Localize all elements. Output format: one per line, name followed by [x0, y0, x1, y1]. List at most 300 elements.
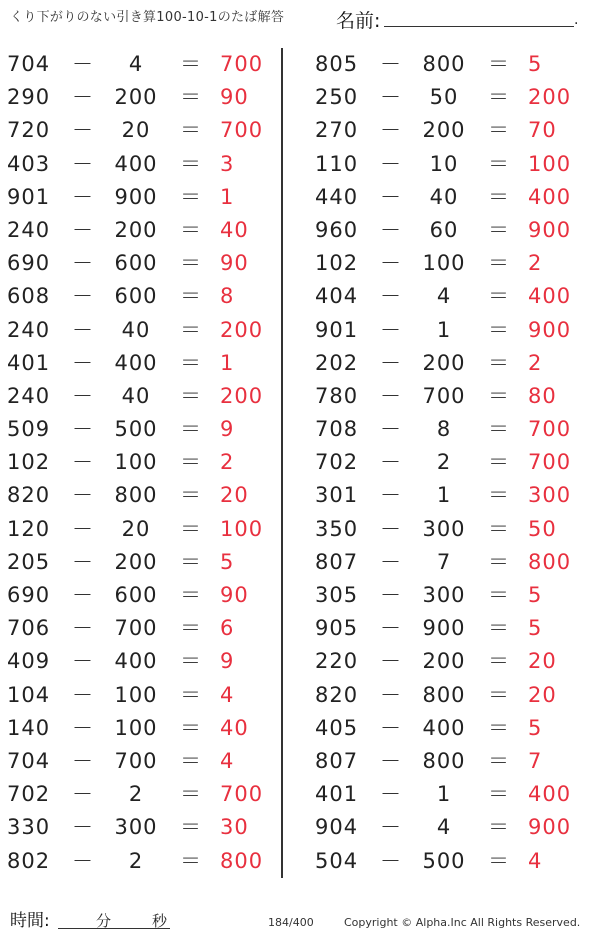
- equals-sign: ＝: [180, 848, 202, 873]
- answer: 4: [528, 848, 543, 873]
- problem-row: [0, 380, 280, 413]
- minus-sign: －: [380, 184, 402, 209]
- answer: 1: [220, 184, 235, 209]
- answer: 800: [220, 848, 264, 873]
- answer: 400: [528, 284, 572, 309]
- minuend: 140: [7, 715, 51, 740]
- name-label: 名前:: [336, 10, 381, 32]
- minuend: 904: [315, 815, 359, 840]
- answer: 50: [528, 516, 557, 541]
- minus-sign: －: [72, 52, 94, 76]
- subtrahend: 40: [121, 317, 151, 342]
- subtrahend: 1: [436, 317, 452, 342]
- minus-sign: －: [380, 516, 402, 541]
- subtrahend: 600: [114, 583, 158, 607]
- column-divider: [281, 48, 283, 878]
- subtrahend: 200: [114, 549, 158, 574]
- minus-sign: －: [72, 848, 94, 873]
- answer: 900: [528, 217, 572, 242]
- subtrahend: 800: [114, 483, 158, 508]
- minuend: 301: [315, 483, 359, 508]
- answer: 4: [220, 682, 235, 707]
- minus-sign: －: [72, 383, 94, 408]
- minuend: 690: [7, 583, 51, 607]
- equals-sign: ＝: [180, 815, 202, 840]
- problem-row: [0, 181, 280, 214]
- minus-sign: －: [72, 748, 94, 773]
- equals-sign: ＝: [488, 118, 510, 143]
- equals-sign: ＝: [180, 649, 202, 674]
- equals-sign: ＝: [180, 450, 202, 475]
- minus-sign: －: [380, 616, 402, 641]
- answer: 5: [528, 52, 543, 76]
- minuend: 504: [315, 848, 359, 873]
- subtrahend: 100: [114, 682, 158, 707]
- equals-sign: ＝: [488, 649, 510, 674]
- equals-sign: ＝: [488, 815, 510, 840]
- subtrahend: 400: [114, 151, 158, 176]
- subtrahend: 200: [422, 350, 466, 375]
- minuend: 120: [7, 516, 51, 541]
- equals-sign: ＝: [180, 52, 202, 76]
- minuend: 102: [315, 251, 359, 276]
- answer: 900: [528, 815, 572, 840]
- equals-sign: ＝: [488, 417, 510, 442]
- problem-row: [308, 579, 588, 612]
- answer: 20: [528, 682, 557, 707]
- answer: 700: [528, 450, 572, 475]
- answer: 900: [528, 317, 572, 342]
- answer: 6: [220, 616, 235, 641]
- answer: 20: [220, 483, 249, 508]
- answer: 700: [528, 417, 572, 442]
- minuend: 702: [315, 450, 359, 475]
- minus-sign: －: [380, 715, 402, 740]
- equals-sign: ＝: [488, 151, 510, 176]
- subtrahend: 4: [436, 815, 452, 840]
- equals-sign: ＝: [488, 217, 510, 242]
- problem-row: [0, 845, 280, 878]
- minuend: 509: [7, 417, 51, 442]
- minus-sign: －: [380, 284, 402, 309]
- subtrahend: 300: [422, 516, 466, 541]
- problem-row: [308, 114, 588, 147]
- problem-row: [308, 247, 588, 280]
- subtrahend: 700: [114, 748, 158, 773]
- answer: 700: [220, 52, 264, 76]
- answer: 300: [528, 483, 572, 508]
- subtrahend: 300: [422, 583, 466, 607]
- minuend: 702: [7, 782, 51, 807]
- equals-sign: ＝: [180, 251, 202, 276]
- minus-sign: －: [72, 85, 94, 110]
- minuend: 805: [315, 52, 359, 76]
- minus-sign: －: [72, 549, 94, 574]
- subtrahend: 300: [114, 815, 158, 840]
- equals-sign: ＝: [488, 251, 510, 276]
- problem-row: [0, 513, 280, 546]
- answer: 70: [528, 118, 557, 143]
- answer: 2: [220, 450, 235, 475]
- answer: 9: [220, 417, 235, 442]
- copyright-text: Copyright © Alpha.Inc All Rights Reserved.: [344, 916, 581, 929]
- minus-sign: －: [72, 682, 94, 707]
- equals-sign: ＝: [180, 151, 202, 176]
- answer: 400: [528, 782, 572, 807]
- problem-row: [308, 546, 588, 579]
- answer: 5: [528, 616, 543, 641]
- answer: 30: [220, 815, 249, 840]
- problem-row: [308, 745, 588, 778]
- subtrahend: 900: [114, 184, 158, 209]
- minuend: 250: [315, 85, 359, 110]
- equals-sign: ＝: [488, 583, 510, 607]
- minus-sign: －: [72, 184, 94, 209]
- equals-sign: ＝: [488, 848, 510, 873]
- problem-row: [308, 181, 588, 214]
- equals-sign: ＝: [180, 118, 202, 143]
- equals-sign: ＝: [180, 383, 202, 408]
- minus-sign: －: [72, 583, 94, 607]
- subtrahend: 200: [422, 649, 466, 674]
- minuend: 780: [315, 383, 359, 408]
- subtrahend: 8: [436, 417, 452, 442]
- minuend: 405: [315, 715, 359, 740]
- subtrahend: 800: [422, 748, 466, 773]
- seconds-unit: 秒: [152, 912, 168, 930]
- answer: 100: [220, 516, 264, 541]
- subtrahend: 4: [436, 284, 452, 309]
- minuend: 104: [7, 682, 51, 707]
- problem-row: [0, 446, 280, 479]
- problem-row: [0, 579, 280, 612]
- answer: 9: [220, 649, 235, 674]
- problem-row: [0, 148, 280, 181]
- problem-row: [308, 214, 588, 247]
- equals-sign: ＝: [180, 85, 202, 110]
- minus-sign: －: [72, 151, 94, 176]
- equals-sign: ＝: [488, 682, 510, 707]
- minuend: 202: [315, 350, 359, 375]
- minus-sign: －: [380, 583, 402, 607]
- problem-row: [0, 811, 280, 844]
- minus-sign: －: [380, 85, 402, 110]
- minus-sign: －: [380, 417, 402, 442]
- answer: 400: [528, 184, 572, 209]
- problem-row: [0, 612, 280, 645]
- subtrahend: 400: [114, 350, 158, 375]
- minus-sign: －: [72, 217, 94, 242]
- problem-row: [308, 645, 588, 678]
- minus-sign: －: [72, 616, 94, 641]
- problem-row: [0, 413, 280, 446]
- equals-sign: ＝: [488, 748, 510, 773]
- answer: 8: [220, 284, 235, 309]
- problem-row: [308, 679, 588, 712]
- minuend: 720: [7, 118, 51, 143]
- minus-sign: －: [72, 417, 94, 442]
- answer: 7: [528, 748, 543, 773]
- equals-sign: ＝: [488, 52, 510, 76]
- worksheet-title: くり下がりのない引き算100-10-1のたば解答: [10, 10, 285, 25]
- page-number: 184/400: [268, 916, 314, 929]
- answer: 700: [220, 782, 264, 807]
- minus-sign: －: [380, 748, 402, 773]
- minus-sign: －: [380, 848, 402, 873]
- minus-sign: －: [380, 350, 402, 375]
- minus-sign: －: [380, 118, 402, 143]
- equals-sign: ＝: [180, 284, 202, 309]
- problem-row: [308, 314, 588, 347]
- minus-sign: －: [380, 217, 402, 242]
- minus-sign: －: [72, 782, 94, 807]
- equals-sign: ＝: [180, 317, 202, 342]
- problem-row: [308, 280, 588, 313]
- minuend: 403: [7, 151, 51, 176]
- equals-sign: ＝: [488, 383, 510, 408]
- minus-sign: －: [72, 516, 94, 541]
- minuend: 901: [315, 317, 359, 342]
- subtrahend: 600: [114, 284, 158, 309]
- equals-sign: ＝: [180, 516, 202, 541]
- subtrahend: 100: [114, 450, 158, 475]
- problem-row: [0, 214, 280, 247]
- equals-sign: ＝: [488, 450, 510, 475]
- subtrahend: 7: [436, 549, 452, 574]
- problem-row: [0, 314, 280, 347]
- minuend: 270: [315, 118, 359, 143]
- minuend: 240: [7, 217, 51, 242]
- subtrahend: 2: [436, 450, 452, 475]
- problem-row: [0, 81, 280, 114]
- problem-row: [308, 446, 588, 479]
- equals-sign: ＝: [180, 715, 202, 740]
- problem-row: [308, 48, 588, 81]
- problem-row: [0, 479, 280, 512]
- minus-sign: －: [380, 151, 402, 176]
- minus-sign: －: [72, 815, 94, 840]
- time-label: 時間:: [10, 911, 50, 931]
- problem-row: [0, 280, 280, 313]
- subtrahend: 700: [422, 383, 466, 408]
- problem-row: [308, 712, 588, 745]
- minuend: 110: [315, 151, 359, 176]
- equals-sign: ＝: [180, 616, 202, 641]
- problem-row: [308, 479, 588, 512]
- equals-sign: ＝: [180, 682, 202, 707]
- subtrahend: 800: [422, 682, 466, 707]
- right-problem-column: [308, 48, 588, 878]
- subtrahend: 10: [429, 151, 459, 176]
- minuend: 305: [315, 583, 359, 607]
- minuend: 330: [7, 815, 51, 840]
- answer: 3: [220, 151, 235, 176]
- problem-row: [308, 81, 588, 114]
- minus-sign: －: [72, 715, 94, 740]
- subtrahend: 400: [114, 649, 158, 674]
- answer: 4: [220, 748, 235, 773]
- equals-sign: ＝: [488, 317, 510, 342]
- minuend: 905: [315, 616, 359, 641]
- answer: 200: [220, 383, 264, 408]
- equals-sign: ＝: [488, 715, 510, 740]
- subtrahend: 500: [422, 848, 466, 873]
- minuend: 708: [315, 417, 359, 442]
- minuend: 440: [315, 184, 359, 209]
- equals-sign: ＝: [180, 583, 202, 607]
- minus-sign: －: [72, 118, 94, 143]
- minuend: 706: [7, 616, 51, 641]
- answer: 90: [220, 251, 249, 276]
- minuend: 401: [315, 782, 359, 807]
- problem-row: [0, 712, 280, 745]
- minus-sign: －: [380, 450, 402, 475]
- minus-sign: －: [380, 317, 402, 342]
- equals-sign: ＝: [180, 549, 202, 574]
- answer: 200: [220, 317, 264, 342]
- equals-sign: ＝: [488, 85, 510, 110]
- subtrahend: 200: [422, 118, 466, 143]
- answer: 20: [528, 649, 557, 674]
- minuend: 807: [315, 748, 359, 773]
- subtrahend: 500: [114, 417, 158, 442]
- problem-row: [308, 148, 588, 181]
- minus-sign: －: [72, 317, 94, 342]
- answer: 2: [528, 251, 543, 276]
- minuend: 220: [315, 649, 359, 674]
- minuend: 807: [315, 549, 359, 574]
- name-dot: .: [574, 12, 579, 28]
- subtrahend: 200: [114, 217, 158, 242]
- problem-row: [308, 612, 588, 645]
- problem-row: [308, 413, 588, 446]
- equals-sign: ＝: [488, 516, 510, 541]
- problem-row: [0, 347, 280, 380]
- subtrahend: 40: [121, 383, 151, 408]
- minuend: 102: [7, 450, 51, 475]
- equals-sign: ＝: [180, 184, 202, 209]
- subtrahend: 100: [422, 251, 466, 276]
- problem-row: [0, 114, 280, 147]
- problem-row: [0, 778, 280, 811]
- minuend: 290: [7, 85, 51, 110]
- minus-sign: －: [380, 383, 402, 408]
- problem-row: [308, 778, 588, 811]
- problem-row: [0, 745, 280, 778]
- minuend: 704: [7, 52, 51, 76]
- equals-sign: ＝: [180, 748, 202, 773]
- answer: 40: [220, 217, 249, 242]
- problem-row: [0, 48, 280, 81]
- answer: 5: [220, 549, 235, 574]
- minuend: 690: [7, 251, 51, 276]
- answer: 5: [528, 715, 543, 740]
- answer: 100: [528, 151, 572, 176]
- equals-sign: ＝: [488, 549, 510, 574]
- subtrahend: 4: [128, 52, 144, 76]
- equals-sign: ＝: [488, 782, 510, 807]
- left-problem-column: [0, 48, 280, 878]
- minuend: 820: [315, 682, 359, 707]
- equals-sign: ＝: [180, 483, 202, 508]
- minus-sign: －: [380, 649, 402, 674]
- answer: 700: [220, 118, 264, 143]
- minuend: 409: [7, 649, 51, 674]
- minus-sign: －: [72, 483, 94, 508]
- subtrahend: 20: [121, 118, 151, 143]
- minuend: 608: [7, 284, 51, 309]
- subtrahend: 800: [422, 52, 466, 76]
- problem-row: [308, 347, 588, 380]
- answer: 5: [528, 583, 543, 607]
- subtrahend: 2: [128, 782, 144, 807]
- minuend: 205: [7, 549, 51, 574]
- answer: 200: [528, 85, 572, 110]
- subtrahend: 400: [422, 715, 466, 740]
- problem-row: [0, 679, 280, 712]
- minus-sign: －: [72, 450, 94, 475]
- subtrahend: 600: [114, 251, 158, 276]
- minus-sign: －: [380, 815, 402, 840]
- answer: 1: [220, 350, 235, 375]
- minus-sign: －: [72, 251, 94, 276]
- subtrahend: 700: [114, 616, 158, 641]
- minuend: 901: [7, 184, 51, 209]
- minus-sign: －: [72, 284, 94, 309]
- subtrahend: 1: [436, 782, 452, 807]
- minutes-unit: 分: [96, 912, 112, 930]
- answer: 800: [528, 549, 572, 574]
- subtrahend: 100: [114, 715, 158, 740]
- subtrahend: 50: [429, 85, 459, 110]
- minus-sign: －: [380, 782, 402, 807]
- equals-sign: ＝: [180, 217, 202, 242]
- name-underline: [384, 26, 574, 27]
- subtrahend: 200: [114, 85, 158, 110]
- minuend: 802: [7, 848, 51, 873]
- minus-sign: －: [380, 549, 402, 574]
- minuend: 240: [7, 383, 51, 408]
- problem-row: [0, 546, 280, 579]
- equals-sign: ＝: [488, 616, 510, 641]
- answer: 90: [220, 583, 249, 607]
- equals-sign: ＝: [488, 284, 510, 309]
- problem-row: [308, 380, 588, 413]
- equals-sign: ＝: [488, 350, 510, 375]
- equals-sign: ＝: [180, 417, 202, 442]
- minuend: 704: [7, 748, 51, 773]
- minuend: 350: [315, 516, 359, 541]
- subtrahend: 2: [128, 848, 144, 873]
- subtrahend: 40: [429, 184, 459, 209]
- problem-row: [0, 247, 280, 280]
- minus-sign: －: [380, 682, 402, 707]
- equals-sign: ＝: [180, 350, 202, 375]
- minus-sign: －: [380, 483, 402, 508]
- minuend: 960: [315, 217, 359, 242]
- problem-row: [308, 845, 588, 878]
- minus-sign: －: [72, 350, 94, 375]
- problem-row: [0, 645, 280, 678]
- equals-sign: ＝: [488, 483, 510, 508]
- answer: 80: [528, 383, 557, 408]
- answer: 40: [220, 715, 249, 740]
- problem-row: [308, 811, 588, 844]
- equals-sign: ＝: [488, 184, 510, 209]
- equals-sign: ＝: [180, 782, 202, 807]
- subtrahend: 20: [121, 516, 151, 541]
- subtrahend: 900: [422, 616, 466, 641]
